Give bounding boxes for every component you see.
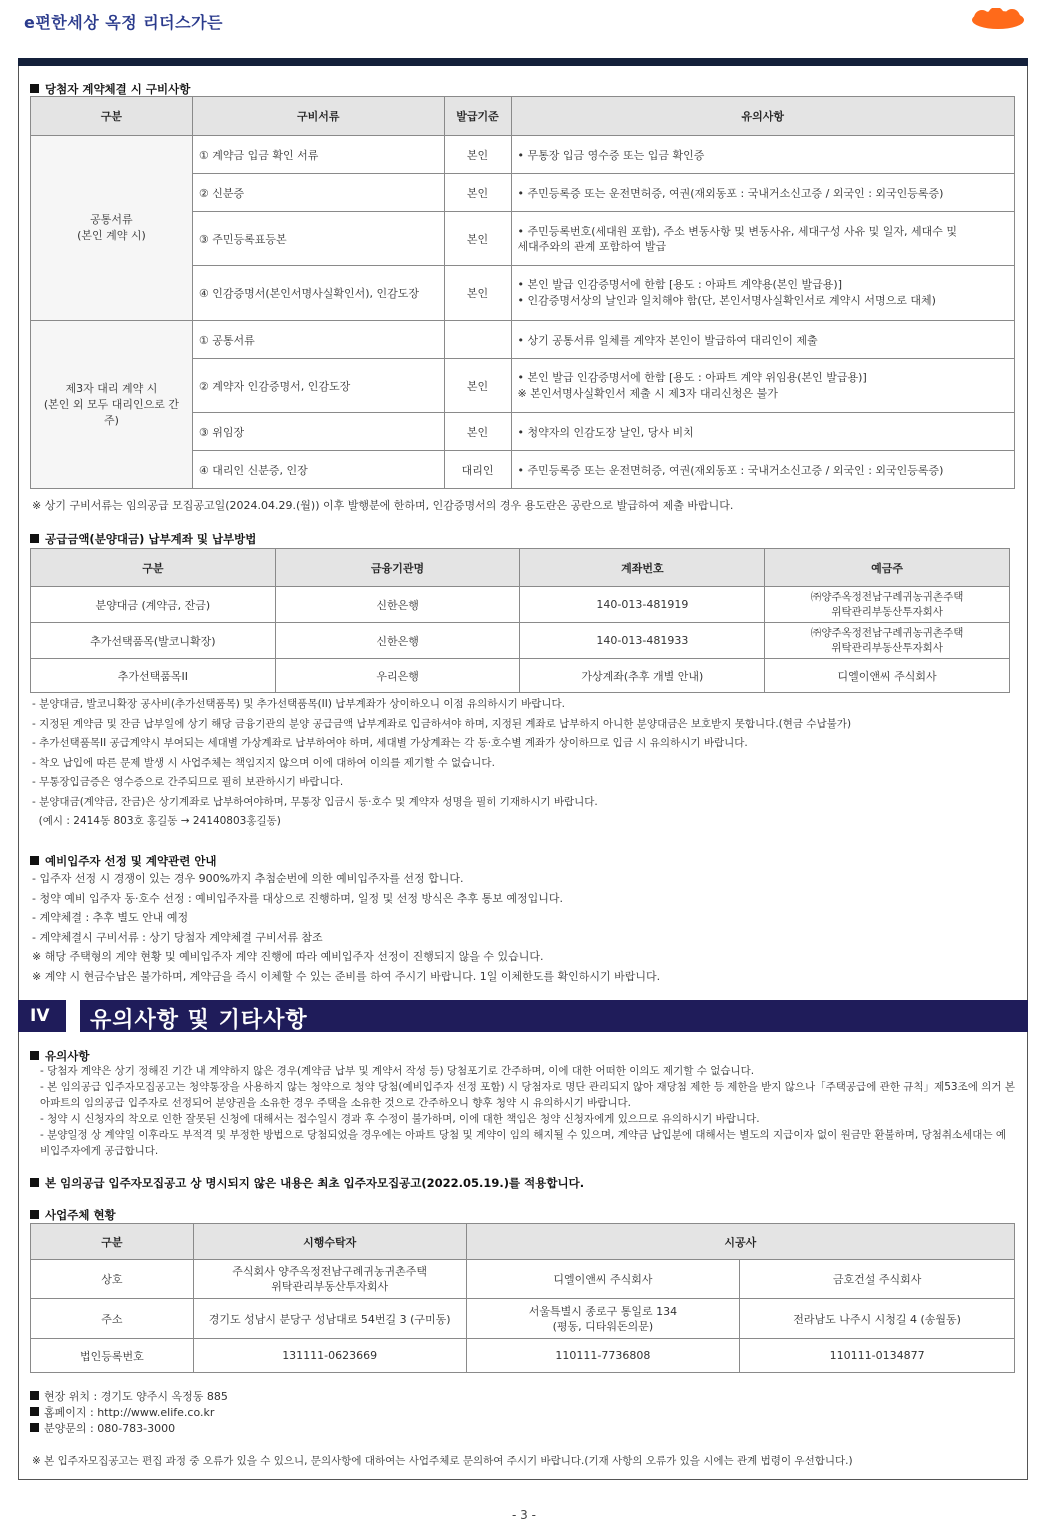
payment-account-table: [30, 548, 1010, 693]
note-line: - 당첨자 계약은 상기 정해진 기간 내 계약하지 않은 경우(계약금 납부 및 계약서 작성 등) 당첨포기로 간주하며, 이에 대한 어떠한 이의도 제기할 수 없습니다.: [40, 1065, 755, 1077]
waitlist-notes: [32, 869, 660, 986]
table-header-row: [31, 549, 1010, 587]
bank-cell: 신한은행: [275, 623, 520, 659]
group-common-docs: 공통서류 (본인 계약 시): [31, 136, 193, 321]
inquiry-phone: 분양문의 : 080-783-3000: [44, 1422, 176, 1435]
docs-footnote: ※ 상기 구비서류는 임의공급 모집공고일(2024.04.29.(월)) 이후 발행분에 한하며, 인감증명서의 경우 용도란은 공란으로 발급하여 제출 바랍니다.: [32, 499, 734, 512]
square-bullet-icon: [30, 1051, 39, 1060]
builder-cell: 110111-7736808: [466, 1339, 740, 1373]
business-entity-table: [30, 1223, 1015, 1373]
section-title-waitlist: [30, 853, 217, 869]
section-title-text: 당첨자 계약체결 시 구비사항: [45, 82, 191, 96]
page-number: - 3 -: [512, 1508, 536, 1522]
basis-cell: 대리인: [444, 451, 511, 489]
section-title-contract-docs: [30, 81, 190, 97]
row-label: 상호: [31, 1260, 194, 1299]
note-line: - 입주자 선정 시 경쟁이 있는 경우 900%까지 추첨순번에 의한 예비입주자를 선정 합니다.: [32, 872, 464, 885]
chapter-band: [18, 1000, 1028, 1032]
doc-cell: ④ 인감증명서(본인서명사실확인서), 인감도장: [192, 266, 444, 321]
payment-notes: [32, 695, 851, 832]
basis-cell: 본인: [444, 266, 511, 321]
square-bullet-icon: [30, 1178, 39, 1187]
holder-cell: ㈜양주옥정전남구례귀농귀촌주택 위탁관리부동산투자회사: [765, 623, 1010, 659]
square-bullet-icon: [30, 534, 39, 543]
square-bullet-icon: [30, 1407, 39, 1416]
table-row: [31, 1260, 1015, 1299]
col-header: 금융기관명: [275, 549, 520, 587]
doc-cell: ① 계약금 입금 확인 서류: [192, 136, 444, 174]
builder-cell: 서울특별시 종로구 통일로 134 (평동, 디타워돈의문): [466, 1299, 740, 1339]
final-note: ※ 본 입주자모집공고는 편집 과정 중 오류가 있을 수 있으니, 문의사항에 대하여는 사업주체로 문의하여 주시기 바랍니다.(기재 사항의 오류가 있을 시에는 관계 법령이 우선합니다.): [32, 1455, 853, 1467]
builder-cell: 110111-0134877: [740, 1339, 1015, 1373]
note-line: - 청약 시 신청자의 착오로 인한 잘못된 신청에 대해서는 접수일시 경과 후 수정이 불가하며, 이에 대한 책임은 청약 신청자에게 있으므로 유의하시기 바랍니다.: [40, 1113, 760, 1125]
note-line: - 청약 예비 입주자 동·호수 선정 : 예비입주자를 대상으로 진행하며, 일정 및 선정 방식은 추후 통보 예정입니다.: [32, 891, 564, 905]
table-row: [31, 1339, 1015, 1373]
table-row: [31, 623, 1010, 659]
note-cell: • 주민등록증 또는 운전면허증, 여권(재외동포 : 국내거소신고증 / 외국인 : 외국인등록증): [511, 174, 1014, 212]
type-cell: 추가선택품목II: [31, 659, 276, 693]
square-bullet-icon: [30, 84, 39, 93]
table-row: [31, 659, 1010, 693]
account-cell: 140-013-481919: [520, 587, 765, 623]
table-row: [31, 321, 1015, 359]
basis-cell: 본인: [444, 136, 511, 174]
contract-docs-table: [30, 96, 1015, 489]
note-line: - 분양대금(계약금, 잔금)은 상기계좌로 납부하여야하며, 무통장 입금시 동·호수 및 계약자 성명을 필히 기재하시기 바랍니다.: [32, 795, 598, 808]
note-line: - 계약체결시 구비서류 : 상기 당첨자 계약체결 구비서류 참조: [32, 930, 323, 944]
type-cell: 추가선택품목(발코니확장): [31, 623, 276, 659]
col-header: 시행수탁자: [193, 1224, 466, 1260]
info-line: [30, 1405, 228, 1421]
table-row: [31, 1299, 1015, 1339]
note-line: - 착오 납입에 따른 문제 발생 시 사업주체는 책임지지 않으며 이에 대하여 이의를 제기할 수 없습니다.: [32, 756, 495, 769]
note-cell: • 상기 공통서류 일체를 계약자 본인이 발급하여 대리인이 제출: [511, 321, 1014, 359]
info-line: [30, 1389, 228, 1405]
note-line: - 본 임의공급 입주자모집공고는 청약통장을 사용하지 않는 청약으로 청약 당첨(예비입주자 선정 포함) 시 당첨자로 명단 관리되지 않아 재당첨 제한 등 제한을 받지 않으나「주택공급에 관한 규칙」제53조에 의거 본 아파트의 임의공급 입주자로 선정되어 분양권을 소유한 경우 주택을 소유한 것으로 간주하오니 향후 청약 시 유의하시기 바랍니다.: [40, 1081, 1015, 1109]
col-header: 구분: [31, 549, 276, 587]
basis-cell: 본인: [444, 359, 511, 413]
table-row: [31, 587, 1010, 623]
note-cell: • 주민등록번호(세대원 포함), 주소 변동사항 및 변동사유, 세대구성 사유 및 일자, 세대수 및 세대주와의 관계 포함하여 발급: [511, 212, 1014, 266]
builder-cell: 디엘이앤씨 주식회사: [466, 1260, 740, 1299]
note-line: (예시 : 2414동 803호 홍길동 → 24140803홍길동): [32, 815, 281, 827]
basis-cell: 본인: [444, 174, 511, 212]
row-label: 주소: [31, 1299, 194, 1339]
note-line: - 지정된 계약금 및 잔금 납부일에 상기 해당 금융기관의 분양 공급금액 납부계좌로 입금하셔야 하며, 지정된 계좌로 납부하지 아니한 분양대금은 보호받지 못합니다.(현금 수납불가): [32, 717, 852, 730]
section-title-applicability: [30, 1175, 584, 1191]
doc-cell: ② 계약자 인감증명서, 인감도장: [192, 359, 444, 413]
info-line: [30, 1421, 228, 1437]
col-header: 유의사항: [511, 97, 1014, 136]
brand-title: e편한세상 옥정 리더스가든: [24, 13, 224, 32]
note-line: ※ 계약 시 현금수납은 불가하며, 계약금을 즉시 이체할 수 있는 준비를 하여 주시기 바랍니다. 1일 이체한도를 확인하시기 바랍니다.: [32, 969, 661, 983]
doc-cell: ② 신분증: [192, 174, 444, 212]
col-header: 시공사: [466, 1224, 1014, 1260]
note-line: - 추가선택품목II 공급계약시 부여되는 세대별 가상계좌로 납부하여야 하며, 세대별 가상계좌는 각 동·호수별 계좌가 상이하므로 입금 시 유의하시기 바랍니다.: [32, 737, 748, 749]
section-title-text: 사업주체 현황: [45, 1208, 116, 1222]
row-label: 법인등록번호: [31, 1339, 194, 1373]
col-header: 계좌번호: [520, 549, 765, 587]
band-separator: [66, 1000, 80, 1032]
note-cell: • 본인 발급 인감증명서에 한함 [용도 : 아파트 계약용(본인 발급용)] • 인감증명서상의 날인과 일치해야 함(단, 본인서명사실확인서로 계약시 서명으로 대체): [511, 266, 1014, 321]
bank-cell: 신한은행: [275, 587, 520, 623]
site-location: 현장 위치 : 경기도 양주시 옥정동 885: [44, 1390, 228, 1403]
basis-cell: [444, 321, 511, 359]
doc-cell: ③ 주민등록표등본: [192, 212, 444, 266]
doc-cell: ① 공통서류: [192, 321, 444, 359]
header-divider-bar: [18, 58, 1028, 66]
orange-cloud-logo-icon: [970, 8, 1026, 32]
square-bullet-icon: [30, 1210, 39, 1219]
homepage-link[interactable]: 홈페이지 : http://www.elife.co.kr: [44, 1406, 215, 1419]
doc-cell: ④ 대리인 신분증, 인장: [192, 451, 444, 489]
chapter-number: IV: [30, 1006, 50, 1026]
col-header: 구분: [31, 97, 193, 136]
note-line: - 분양대금, 발코니확장 공사비(추가선택품목) 및 추가선택품목(II) 납부계좌가 상이하오니 이점 유의하시기 바랍니다.: [32, 698, 565, 710]
type-cell: 분양대금 (계약금, 잔금): [31, 587, 276, 623]
square-bullet-icon: [30, 1423, 39, 1432]
section-title-text: 본 임의공급 입주자모집공고 상 명시되지 않은 내용은 최초 입주자모집공고(2022.05.19.)를 적용합니다.: [45, 1176, 585, 1190]
section-title-caution: [30, 1048, 89, 1064]
section-title-payment: [30, 531, 256, 547]
col-header: 구비서류: [192, 97, 444, 136]
note-cell: • 청약자의 인감도장 날인, 당사 비치: [511, 413, 1014, 451]
section-title-text: 공급금액(분양대금) 납부계좌 및 납부방법: [45, 532, 257, 546]
bank-cell: 우리은행: [275, 659, 520, 693]
note-cell: • 본인 발급 인감증명서에 한함 [용도 : 아파트 계약 위임용(본인 발급용)] ※ 본인서명사실확인서 제출 시 제3자 대리신청은 불가: [511, 359, 1014, 413]
group-proxy-docs: 제3자 대리 계약 시 (본인 외 모두 대리인으로 간주): [31, 321, 193, 489]
square-bullet-icon: [30, 1391, 39, 1400]
col-header: 예금주: [765, 549, 1010, 587]
holder-cell: 디엘이앤씨 주식회사: [765, 659, 1010, 693]
developer-cell: 주식회사 양주옥정전남구례귀농귀촌주택 위탁관리부동산투자회사: [193, 1260, 466, 1299]
square-bullet-icon: [30, 856, 39, 865]
note-line: - 분양일정 상 계약일 이후라도 부적격 및 부정한 방법으로 당첨되었을 경우에는 아파트 당첨 및 계약이 임의 해지될 수 있으며, 계약금 납입분에 대해서는 별도의 지급이자 없이 원금만 환불하며, 당첨취소세대는 예비입주자에게 공급합니다.: [40, 1129, 1007, 1157]
section-title-text: 예비입주자 선정 및 계약관련 안내: [45, 854, 217, 868]
doc-cell: ③ 위임장: [192, 413, 444, 451]
section-title-business-entity: [30, 1207, 116, 1223]
note-cell: • 무통장 입금 영수증 또는 입금 확인증: [511, 136, 1014, 174]
col-header: 구분: [31, 1224, 194, 1260]
developer-cell: 경기도 성남시 분당구 성남대로 54번길 3 (구미동): [193, 1299, 466, 1339]
note-line: - 무통장입금증은 영수증으로 간주되므로 필히 보관하시기 바랍니다.: [32, 776, 344, 788]
table-header-row: [31, 1224, 1015, 1260]
note-line: ※ 해당 주택형의 계약 현황 및 예비입주자 계약 진행에 따라 예비입주자 선정이 진행되지 않을 수 있습니다.: [32, 950, 544, 963]
section-title-text: 유의사항: [45, 1049, 90, 1063]
note-line: - 계약체결 : 추후 별도 안내 예정: [32, 911, 189, 924]
basis-cell: 본인: [444, 212, 511, 266]
chapter-title: 유의사항 및 기타사항: [90, 1008, 308, 1033]
holder-cell: ㈜양주옥정전남구례귀농귀촌주택 위탁관리부동산투자회사: [765, 587, 1010, 623]
account-cell: 140-013-481933: [520, 623, 765, 659]
developer-cell: 131111-0623669: [193, 1339, 466, 1373]
builder-cell: 전라남도 나주시 시청길 4 (송월동): [740, 1299, 1015, 1339]
col-header: 발급기준: [444, 97, 511, 136]
builder-cell: 금호건설 주식회사: [740, 1260, 1015, 1299]
note-cell: • 주민등록증 또는 운전면허증, 여권(재외동포 : 국내거소신고증 / 외국인 : 외국인등록증): [511, 451, 1014, 489]
page-header: [0, 0, 1048, 58]
account-cell: 가상계좌(추후 개별 안내): [520, 659, 765, 693]
table-row: [31, 136, 1015, 174]
caution-notes: [40, 1063, 1015, 1159]
basis-cell: 본인: [444, 413, 511, 451]
table-header-row: [31, 97, 1015, 136]
site-info: [30, 1389, 228, 1437]
